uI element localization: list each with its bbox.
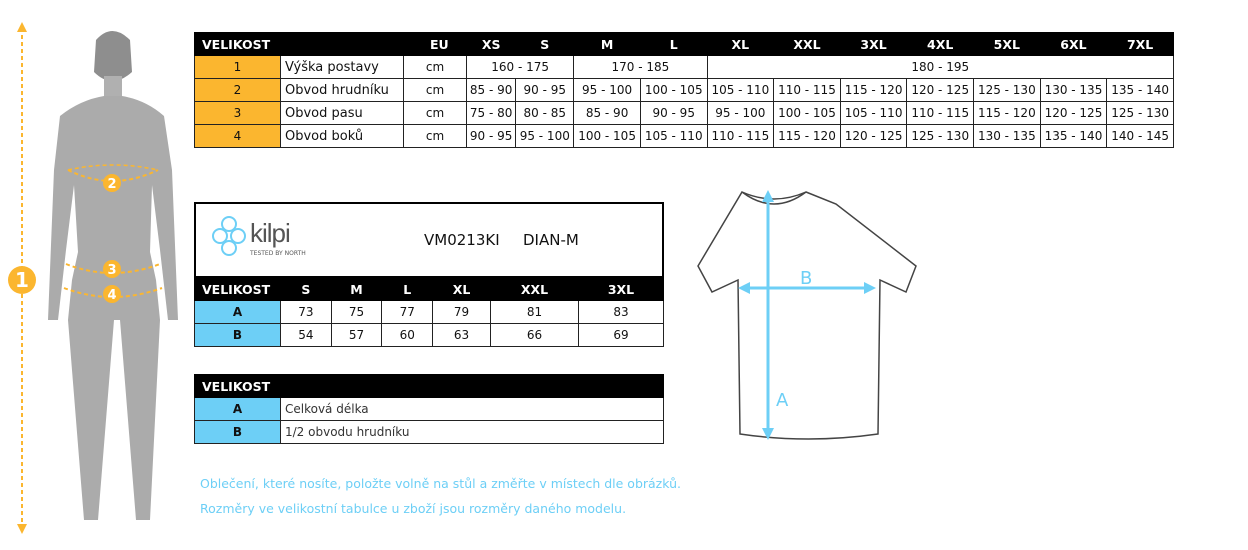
- size-table: [194, 32, 1174, 148]
- model-header: [194, 202, 664, 278]
- velikost-label: VELIKOST: [195, 278, 281, 301]
- note-line: Oblečení, které nosíte, položte volně na stůl a změřte v místech dle obrázků.: [200, 476, 681, 491]
- value-cell: 90 - 95: [640, 102, 707, 125]
- size-header: XXL: [491, 278, 579, 301]
- value-cell: 73: [281, 301, 332, 324]
- waist-marker: 3: [107, 263, 117, 278]
- chest-marker: 2: [107, 177, 117, 192]
- value-cell: 100 - 105: [774, 102, 841, 125]
- unit-cell: cm: [404, 56, 467, 79]
- value-cell: 160 - 175: [467, 56, 574, 79]
- value-cell: 95 - 100: [707, 102, 774, 125]
- unit-cell: cm: [404, 125, 467, 148]
- row-number: 2: [195, 79, 281, 102]
- size-header: L: [382, 278, 433, 301]
- size-header: 7XL: [1107, 33, 1174, 56]
- size-header: XXL: [774, 33, 841, 56]
- row-label: Obvod boků: [281, 125, 404, 148]
- velikost-label: VELIKOST: [195, 375, 664, 398]
- table-row: [195, 301, 664, 324]
- table-row: [195, 421, 664, 444]
- size-header: L: [640, 33, 707, 56]
- size-header: XL: [433, 278, 491, 301]
- value-cell: 125 - 130: [974, 79, 1041, 102]
- size-header: 6XL: [1040, 33, 1107, 56]
- value-cell: 77: [382, 301, 433, 324]
- value-cell: 100 - 105: [640, 79, 707, 102]
- table-row: [195, 102, 1174, 125]
- value-cell: 115 - 120: [774, 125, 841, 148]
- unit-cell: cm: [404, 79, 467, 102]
- model-size-table: [194, 277, 664, 347]
- value-cell: 90 - 95: [467, 125, 516, 148]
- value-cell: 135 - 140: [1040, 125, 1107, 148]
- value-cell: 100 - 105: [574, 125, 641, 148]
- value-cell: 66: [491, 324, 579, 347]
- value-cell: 140 - 145: [1107, 125, 1174, 148]
- value-cell: 60: [382, 324, 433, 347]
- value-cell: 135 - 140: [1107, 79, 1174, 102]
- size-header: 4XL: [907, 33, 974, 56]
- legend-text: 1/2 obvodu hrudníku: [281, 421, 664, 444]
- size-header: S: [281, 278, 332, 301]
- value-cell: 75: [331, 301, 382, 324]
- size-header: S: [516, 33, 574, 56]
- value-cell: 63: [433, 324, 491, 347]
- value-cell: 85 - 90: [467, 79, 516, 102]
- table-row: [195, 125, 1174, 148]
- size-header: M: [331, 278, 382, 301]
- row-number: 3: [195, 102, 281, 125]
- value-cell: 57: [331, 324, 382, 347]
- value-cell: 115 - 120: [840, 79, 907, 102]
- label-b: B: [800, 268, 813, 289]
- table-row: [195, 324, 664, 347]
- brand-tagline: TESTED BY NORTH: [250, 250, 306, 257]
- size-header: 3XL: [840, 33, 907, 56]
- velikost-label: VELIKOST: [202, 36, 271, 52]
- legend-header: [195, 375, 664, 398]
- row-label: Obvod pasu: [281, 102, 404, 125]
- unit-cell: cm: [404, 102, 467, 125]
- value-cell: 83: [578, 301, 663, 324]
- size-header: XL: [707, 33, 774, 56]
- value-cell: 105 - 110: [840, 102, 907, 125]
- eu-label: EU: [430, 36, 449, 52]
- value-cell: 90 - 95: [516, 79, 574, 102]
- row-label: Výška postavy: [281, 56, 404, 79]
- value-cell: 85 - 90: [574, 102, 641, 125]
- row-letter: A: [195, 301, 281, 324]
- kilpi-logo-icon: [212, 212, 246, 260]
- value-cell: 95 - 100: [574, 79, 641, 102]
- value-cell: 170 - 185: [574, 56, 707, 79]
- body-figure: [0, 20, 190, 540]
- row-letter: B: [195, 421, 281, 444]
- size-header: XS: [467, 33, 516, 56]
- value-cell: 95 - 100: [516, 125, 574, 148]
- note-line: Rozměry ve velikostní tabulce u zboží jsou rozměry daného modelu.: [200, 501, 627, 516]
- value-cell: 125 - 130: [907, 125, 974, 148]
- value-cell: 125 - 130: [1107, 102, 1174, 125]
- legend-text: Celková délka: [281, 398, 664, 421]
- value-cell: 69: [578, 324, 663, 347]
- row-label: Obvod hrudníku: [281, 79, 404, 102]
- table-row: [195, 79, 1174, 102]
- size-header: 5XL: [974, 33, 1041, 56]
- size-table-header: [195, 33, 1174, 56]
- value-cell: 79: [433, 301, 491, 324]
- brand-name: kilpi: [250, 218, 290, 248]
- value-cell: 105 - 110: [640, 125, 707, 148]
- height-marker: 1: [15, 268, 29, 292]
- value-cell: 130 - 135: [1040, 79, 1107, 102]
- model-name: DIAN-M: [523, 231, 579, 249]
- row-number: 4: [195, 125, 281, 148]
- size-header: M: [574, 33, 641, 56]
- row-letter: B: [195, 324, 281, 347]
- value-cell: 120 - 125: [907, 79, 974, 102]
- value-cell: 80 - 85: [516, 102, 574, 125]
- value-cell: 120 - 125: [840, 125, 907, 148]
- legend-table: [194, 374, 664, 444]
- row-letter: A: [195, 398, 281, 421]
- value-cell: 115 - 120: [974, 102, 1041, 125]
- value-cell: 110 - 115: [707, 125, 774, 148]
- value-cell: 110 - 115: [907, 102, 974, 125]
- model-code: VM0213KI: [424, 231, 500, 249]
- value-cell: 81: [491, 301, 579, 324]
- label-a: A: [776, 390, 789, 411]
- tshirt-diagram: [690, 182, 930, 446]
- hip-marker: 4: [107, 288, 117, 303]
- value-cell: 180 - 195: [707, 56, 1173, 79]
- value-cell: 110 - 115: [774, 79, 841, 102]
- row-number: 1: [195, 56, 281, 79]
- value-cell: 105 - 110: [707, 79, 774, 102]
- value-cell: 120 - 125: [1040, 102, 1107, 125]
- value-cell: 54: [281, 324, 332, 347]
- table-row: [195, 56, 1174, 79]
- value-cell: 130 - 135: [974, 125, 1041, 148]
- size-header: 3XL: [578, 278, 663, 301]
- value-cell: 75 - 80: [467, 102, 516, 125]
- table-row: [195, 398, 664, 421]
- model-table-header: [195, 278, 664, 301]
